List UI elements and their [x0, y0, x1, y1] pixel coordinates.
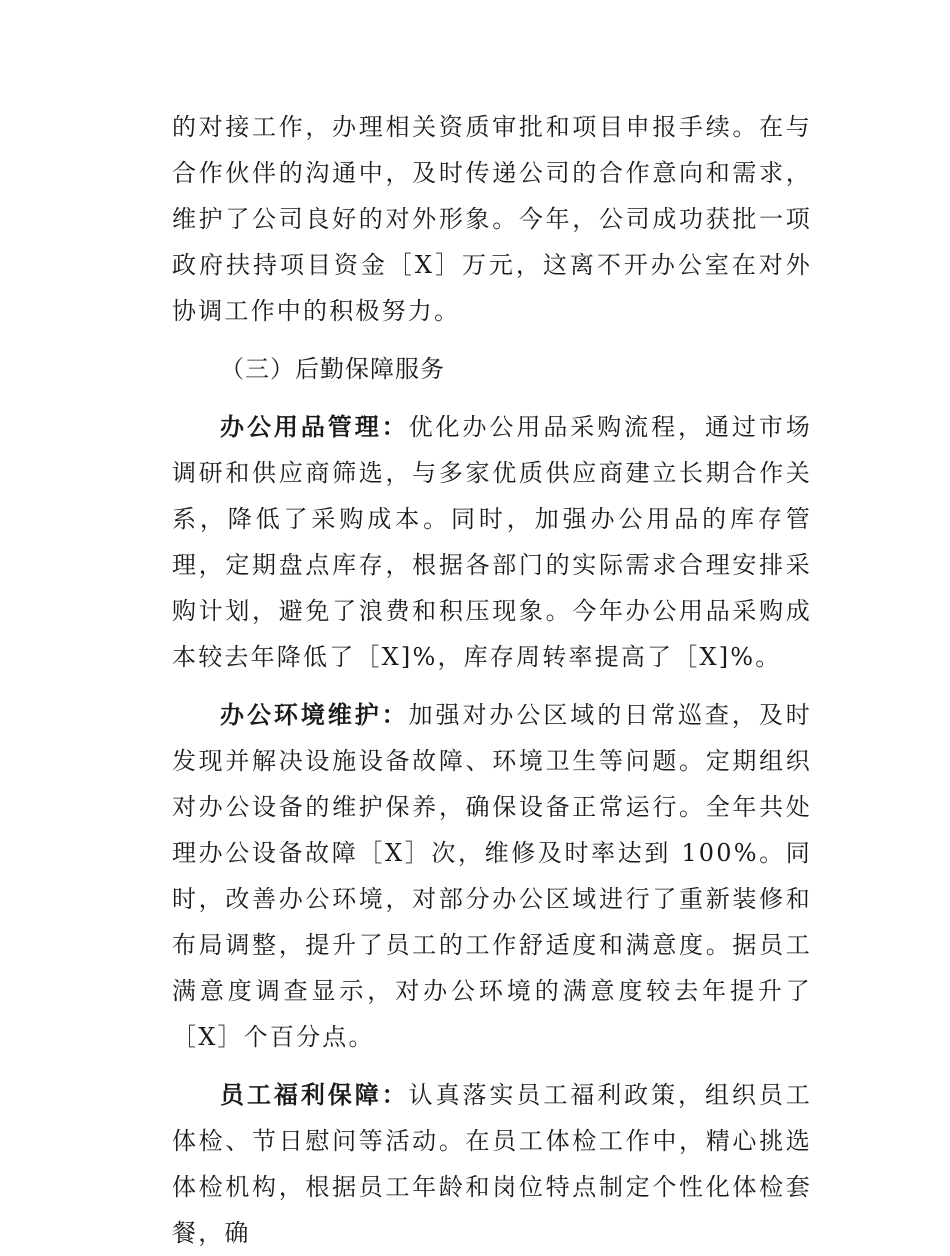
- paragraph-lead: 员工福利保障：: [220, 1081, 409, 1109]
- paragraph-text: 的对接工作，办理相关资质审批和项目申报手续。在与合作伙伴的沟通中，及时传递公司的合作意向和需求，维护了公司良好的对外形象。今年，公司成功获批一项政府扶持项目资金［X］万元，这离不开办公室在对外协调工作中的积极努力。: [172, 113, 812, 325]
- paragraph-text: 认真落实员工福利政策，组织员工体检、节日慰问等活动。在员工体检工作中，精心挑选体检机构，根据员工年龄和岗位特点制定个性化体检套餐，确: [172, 1081, 813, 1247]
- paragraph-gap: [172, 680, 812, 692]
- paragraph-office-supplies: [172, 404, 812, 680]
- paragraph-gap: [172, 1060, 812, 1072]
- document-page: [172, 104, 812, 1256]
- paragraph-lead: 办公环境维护：: [220, 701, 409, 729]
- paragraph-office-environment: [172, 692, 812, 1060]
- paragraph-employee-welfare: [172, 1072, 812, 1256]
- paragraph-text: 加强对办公区域的日常巡查，及时发现并解决设施设备故障、环境卫生等问题。定期组织对办公设备的维护保养，确保设备正常运行。全年共处理办公设备故障［X］次，维修及时率达到 100%。同时，改善办公环境，对部分办公区域进行了重新装修和布局调整，提升了员工的工作舒适度和满意度。据员工满意度调查显示，对办公环境的满意度较去年提升了［X］个百分点。: [172, 701, 813, 1051]
- section-heading: （三）后勤保障服务: [220, 355, 445, 383]
- paragraph-lead: 办公用品管理：: [220, 413, 409, 441]
- paragraph-external-coordination: [172, 104, 812, 334]
- paragraph-gap: [172, 334, 812, 346]
- paragraph-text: 优化办公用品采购流程，通过市场调研和供应商筛选，与多家优质供应商建立长期合作关系，降低了采购成本。同时，加强办公用品的库存管理，定期盘点库存，根据各部门的实际需求合理安排采购计划，避免了浪费和积压现象。今年办公用品采购成本较去年降低了［X]%，库存周转率提高了［X]%。: [172, 413, 813, 671]
